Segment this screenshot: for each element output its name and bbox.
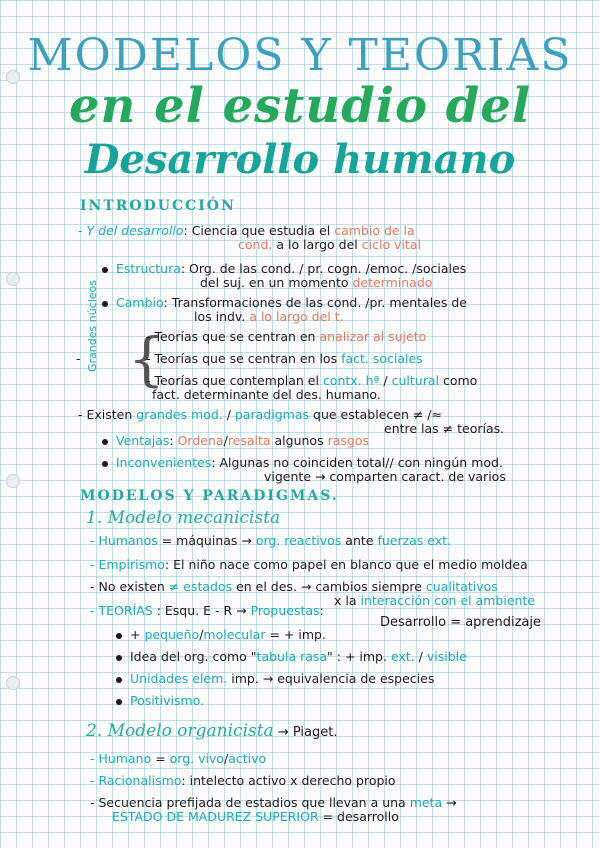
piaget-ref: → Piaget.: [273, 725, 338, 740]
propuesta-highlight: visible: [426, 649, 467, 664]
ventajas-highlight: resalta: [227, 433, 271, 448]
humanos-line: [90, 534, 451, 548]
teorias-text: como: [439, 373, 478, 388]
secuencia-text: →: [442, 795, 457, 810]
propuesta-text: " : + imp.: [327, 649, 391, 664]
existen-highlight: grandes mod.: [136, 407, 223, 422]
secuencia-line-2: [112, 810, 399, 824]
propuesta-text: +: [130, 627, 145, 642]
bullet: [116, 677, 122, 683]
propuesta-highlight: Unidades elem.: [130, 671, 228, 686]
existen-highlight: paradigmas: [234, 407, 310, 422]
existen-line: [78, 408, 442, 422]
binder-hole: [6, 676, 20, 690]
noexisten-text: x la: [334, 593, 361, 608]
cambio-line: [102, 296, 467, 310]
cambio-text: los indv.: [194, 309, 250, 324]
bullet: [102, 439, 108, 445]
separator: /: [414, 649, 427, 664]
propuesta-text: imp. → equivalencia de especies: [227, 671, 435, 686]
inconvenientes-line: [102, 456, 503, 470]
teorias-text: - Teorías que se centran en: [146, 329, 320, 344]
teorias-highlight: contx. hª: [322, 373, 380, 388]
colon: :: [169, 433, 178, 448]
humano-line: [90, 752, 266, 766]
cambio-highlight: a lo largo del t.: [249, 309, 344, 324]
noexisten-text: en el des. → cambios siempre: [232, 579, 426, 594]
propuesta-4: [116, 694, 204, 708]
secuencia-highlight: ESTADO DE MADUREZ SUPERIOR: [112, 809, 319, 824]
humanos-highlight: fuerzas ext.: [377, 533, 452, 548]
teorias-highlight: fact. sociales: [341, 351, 423, 366]
teorias-text: - Teorías que se centran en los: [146, 351, 342, 366]
separator: /: [222, 407, 235, 422]
teorias-mecanicista-line: [90, 604, 324, 618]
ventajas-term: Ventajas: [116, 433, 170, 448]
propuesta-text: = + imp.: [265, 627, 326, 642]
humanos-term: - Humanos: [90, 533, 158, 548]
propuesta-text: Idea del org. como ": [130, 649, 257, 664]
secuencia-highlight: meta: [409, 795, 443, 810]
cambio-text: : Transformaciones de las cond. /pr. mentales de: [163, 295, 467, 310]
separator: /: [224, 751, 229, 766]
bullet: [116, 633, 122, 639]
desarrollo-note: Desarrollo = aprendizaje: [380, 615, 541, 630]
bullet: [102, 301, 108, 307]
dash: -: [76, 351, 81, 366]
modelo-organicista-line: [86, 721, 338, 741]
teorias-text: : Esqu. E - R →: [152, 603, 251, 618]
secuencia-text: - Secuencia prefijada de estadios que llevan a una: [90, 795, 410, 810]
def-text: a lo largo del: [272, 237, 362, 252]
ventajas-line: [102, 434, 369, 448]
def-highlight: cambio de la: [334, 223, 415, 238]
inconvenientes-line-2: vigente → comparten caract. de varios: [264, 469, 506, 484]
propuesta-1: [116, 628, 326, 642]
def-term: - Y del desarrollo: [78, 223, 184, 238]
colon: :: [319, 603, 324, 618]
racionalismo-text: : intelecto activo x derecho propio: [181, 773, 396, 788]
existen-text: - Existen: [78, 407, 137, 422]
teorias-text: - Teorías que contemplan el: [146, 373, 323, 388]
ventajas-highlight: rasgos: [327, 433, 369, 448]
def-text: Ciencia que estudia el: [191, 223, 335, 238]
existen-line-2: entre las ≠ teorías.: [384, 421, 505, 436]
grandes-nucleos-label: Grandes núcleos: [86, 279, 99, 372]
separator: /: [379, 373, 392, 388]
def-colon: :: [183, 223, 188, 238]
ventajas-text: algunos: [270, 433, 328, 448]
def-highlight: ciclo vital: [361, 237, 421, 252]
propuesta-highlight: pequeño: [144, 627, 200, 642]
inconvenientes-text: : Algunas no coinciden total// con ningún mod.: [211, 455, 503, 470]
empirismo-line: [90, 558, 528, 572]
teorias-term: - TEORÍAS: [90, 603, 153, 618]
title-line-2: en el estudio del: [68, 78, 532, 134]
cambio-line-2: [194, 310, 344, 324]
teorias-line-3b: fact. determinante del des. humano.: [152, 387, 381, 402]
propuesta-highlight: tabula rasa: [256, 649, 328, 664]
racionalismo-line: [90, 774, 396, 788]
estructura-line: [102, 262, 466, 276]
definition-line: [78, 224, 415, 238]
section-heading-introduccion: INTRODUCCIÓN: [80, 198, 236, 214]
bullet: [102, 461, 108, 467]
definition-line-2: [238, 238, 421, 252]
ventajas-highlight: Ordena: [177, 433, 224, 448]
noexisten-line: [90, 580, 498, 594]
bullet: [102, 267, 108, 273]
noexisten-highlight: cualitativos: [425, 579, 498, 594]
teorias-line-3: [146, 374, 477, 388]
separator: /: [199, 627, 204, 642]
inconvenientes-term: Inconvenientes: [116, 455, 212, 470]
secuencia-text: = desarrollo: [318, 809, 399, 824]
brace: {: [128, 325, 165, 393]
propuesta-2: [116, 650, 467, 664]
bullet: [116, 655, 122, 661]
binder-hole: [6, 474, 20, 488]
propuesta-highlight: molecular: [203, 627, 266, 642]
section-heading-modelos: MODELOS Y PARADIGMAS.: [80, 488, 339, 504]
teorias-highlight: Propuestas: [250, 603, 320, 618]
propuesta-3: [116, 672, 434, 686]
separator: /: [223, 433, 228, 448]
cambio-term: Cambio: [116, 295, 164, 310]
estructura-line-2: [200, 276, 432, 290]
teorias-line-2: [146, 352, 423, 366]
noexisten-highlight: interacción con el ambiente: [360, 593, 536, 608]
teorias-highlight: cultural: [391, 373, 439, 388]
estructura-term: Estructura: [116, 261, 181, 276]
secuencia-line: [90, 796, 457, 810]
racionalismo-term: - Racionalismo: [90, 773, 182, 788]
binder-hole: [6, 272, 20, 286]
empirismo-text: : El niño nace como papel en blanco que el medio moldea: [164, 557, 528, 572]
humano-highlight: org. vivo: [169, 751, 225, 766]
estructura-text: del suj. en un momento: [200, 275, 353, 290]
humano-term: - Humano: [90, 751, 152, 766]
estructura-highlight: determinado: [352, 275, 433, 290]
def-highlight: cond.: [238, 237, 273, 252]
bullet: [116, 699, 122, 705]
humano-text: =: [151, 751, 170, 766]
propuesta-highlight: ext.: [390, 649, 415, 664]
noexisten-line-2: [334, 594, 535, 608]
modelo-organicista-title: 2. Modelo organicista: [86, 721, 274, 741]
noexisten-highlight: ≠ estados: [168, 579, 233, 594]
title-line-3: Desarrollo humano: [84, 136, 516, 183]
humano-highlight: activo: [228, 751, 267, 766]
noexisten-text: - No existen: [90, 579, 169, 594]
existen-text: que establecen ≠ /≈: [309, 407, 442, 422]
teorias-highlight: analizar al sujeto: [319, 329, 427, 344]
empirismo-term: - Empirismo: [90, 557, 165, 572]
modelo-mecanicista-title: 1. Modelo mecanicista: [86, 508, 281, 528]
humanos-highlight: org. reactivos: [255, 533, 342, 548]
estructura-text: : Org. de las cond. / pr. cogn. /emoc. /sociales: [180, 261, 467, 276]
humanos-text: = máquinas →: [157, 533, 256, 548]
humanos-text: ante: [341, 533, 378, 548]
teorias-line-1: [146, 330, 426, 344]
title-line-1: MODELOS Y TEORIAS: [27, 30, 573, 81]
propuesta-highlight: Positivismo.: [130, 693, 205, 708]
